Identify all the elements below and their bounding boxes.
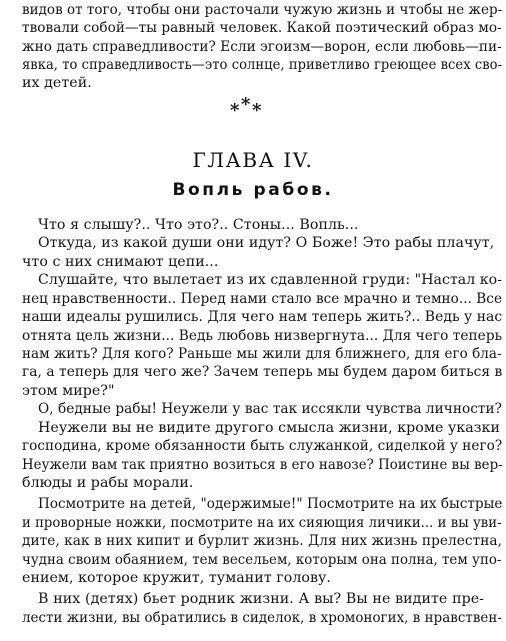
text-line: твовали собой—ты равный человек. Какой поэтический образ мо- [22, 20, 502, 36]
text-line: господина, кроме обязанности быть служанкой, сиделкой у него? [22, 438, 503, 454]
text-line: Слушайте, что вылетает из их сдавленной груди: "Настал ко- [38, 272, 503, 288]
text-line: Посмотрите на детей, "одержимые!" Посмотрите на их быстрые [38, 496, 503, 512]
text-line: О, бедные рабы! Неужели у вас так иссякли чувства личности? [38, 401, 502, 417]
text-line: этом мире?" [22, 383, 115, 399]
text-line: нам жить? Для кого? Раньше мы жили для ближнего, для его бла- [22, 346, 502, 362]
text-line: В них (детях) бьет родник жизни. А вы? Вы не видите пре- [38, 591, 484, 607]
text-line: нец нравственности.. Перед нами стало все мрачно и темно... Все [22, 291, 503, 307]
text-line: жно дать справедливости? Если эгоизм—ворон, если любовь—пи- [22, 39, 502, 55]
text-line: и проворные ножки, посмотрите на их сияющия личики... и вы уви- [22, 515, 502, 531]
text-line: Что я слышу?.. Что это?.. Стоны... Вопль... [38, 217, 359, 233]
text-line: отнята цель жизни... Ведь любовь низвергнута... Для чего теперь [22, 328, 503, 344]
text-line: Неужели вы не видите другого смысла жизни, кроме указки [38, 420, 501, 436]
text-line: их детей. [22, 75, 92, 91]
text-line: дите, как в них кипит и бурлит жизнь. Для них жизнь прелестна, [22, 533, 502, 549]
text-line: га, а теперь для чего же? Зачем теперь мы будем даром биться в [22, 364, 503, 380]
separator-star: * [241, 94, 251, 115]
text-line: лести жизни, вы обратились в сиделок, в хромоногих, в нравствен- [22, 610, 502, 626]
separator-star: * [230, 100, 240, 121]
text-line: чудна своим обаянием, тем весельем, которым она полна, тем упо- [22, 552, 502, 568]
text-line: ением, которое кружит, туманит голову. [22, 570, 331, 586]
text-line: Откуда, из какой души они идут? О Боже! Это рабы плачут, [38, 235, 495, 251]
text-line: что с них снимают цепи... [22, 254, 219, 270]
chapter-title: ГЛАВА IV. [192, 148, 314, 172]
section-separator [226, 94, 266, 121]
chapter-subtitle: Вопль рабов. [172, 180, 334, 200]
separator-star: * [252, 100, 262, 121]
text-line: блюды и рабы морали. [22, 475, 194, 491]
text-line: видов от того, чтобы они расточали чужую жизнь и чтобы не жер- [22, 2, 503, 18]
text-line: явка, то справедливость—это солнце, приветливо греющее всех сво- [22, 57, 503, 73]
text-line: наши идеалы рушились. Для чего нам теперь жить?.. Ведь у нас [22, 309, 503, 325]
text-line: Неужели вам так приятно возиться в его навозе? Поистине вы вер- [22, 457, 503, 473]
